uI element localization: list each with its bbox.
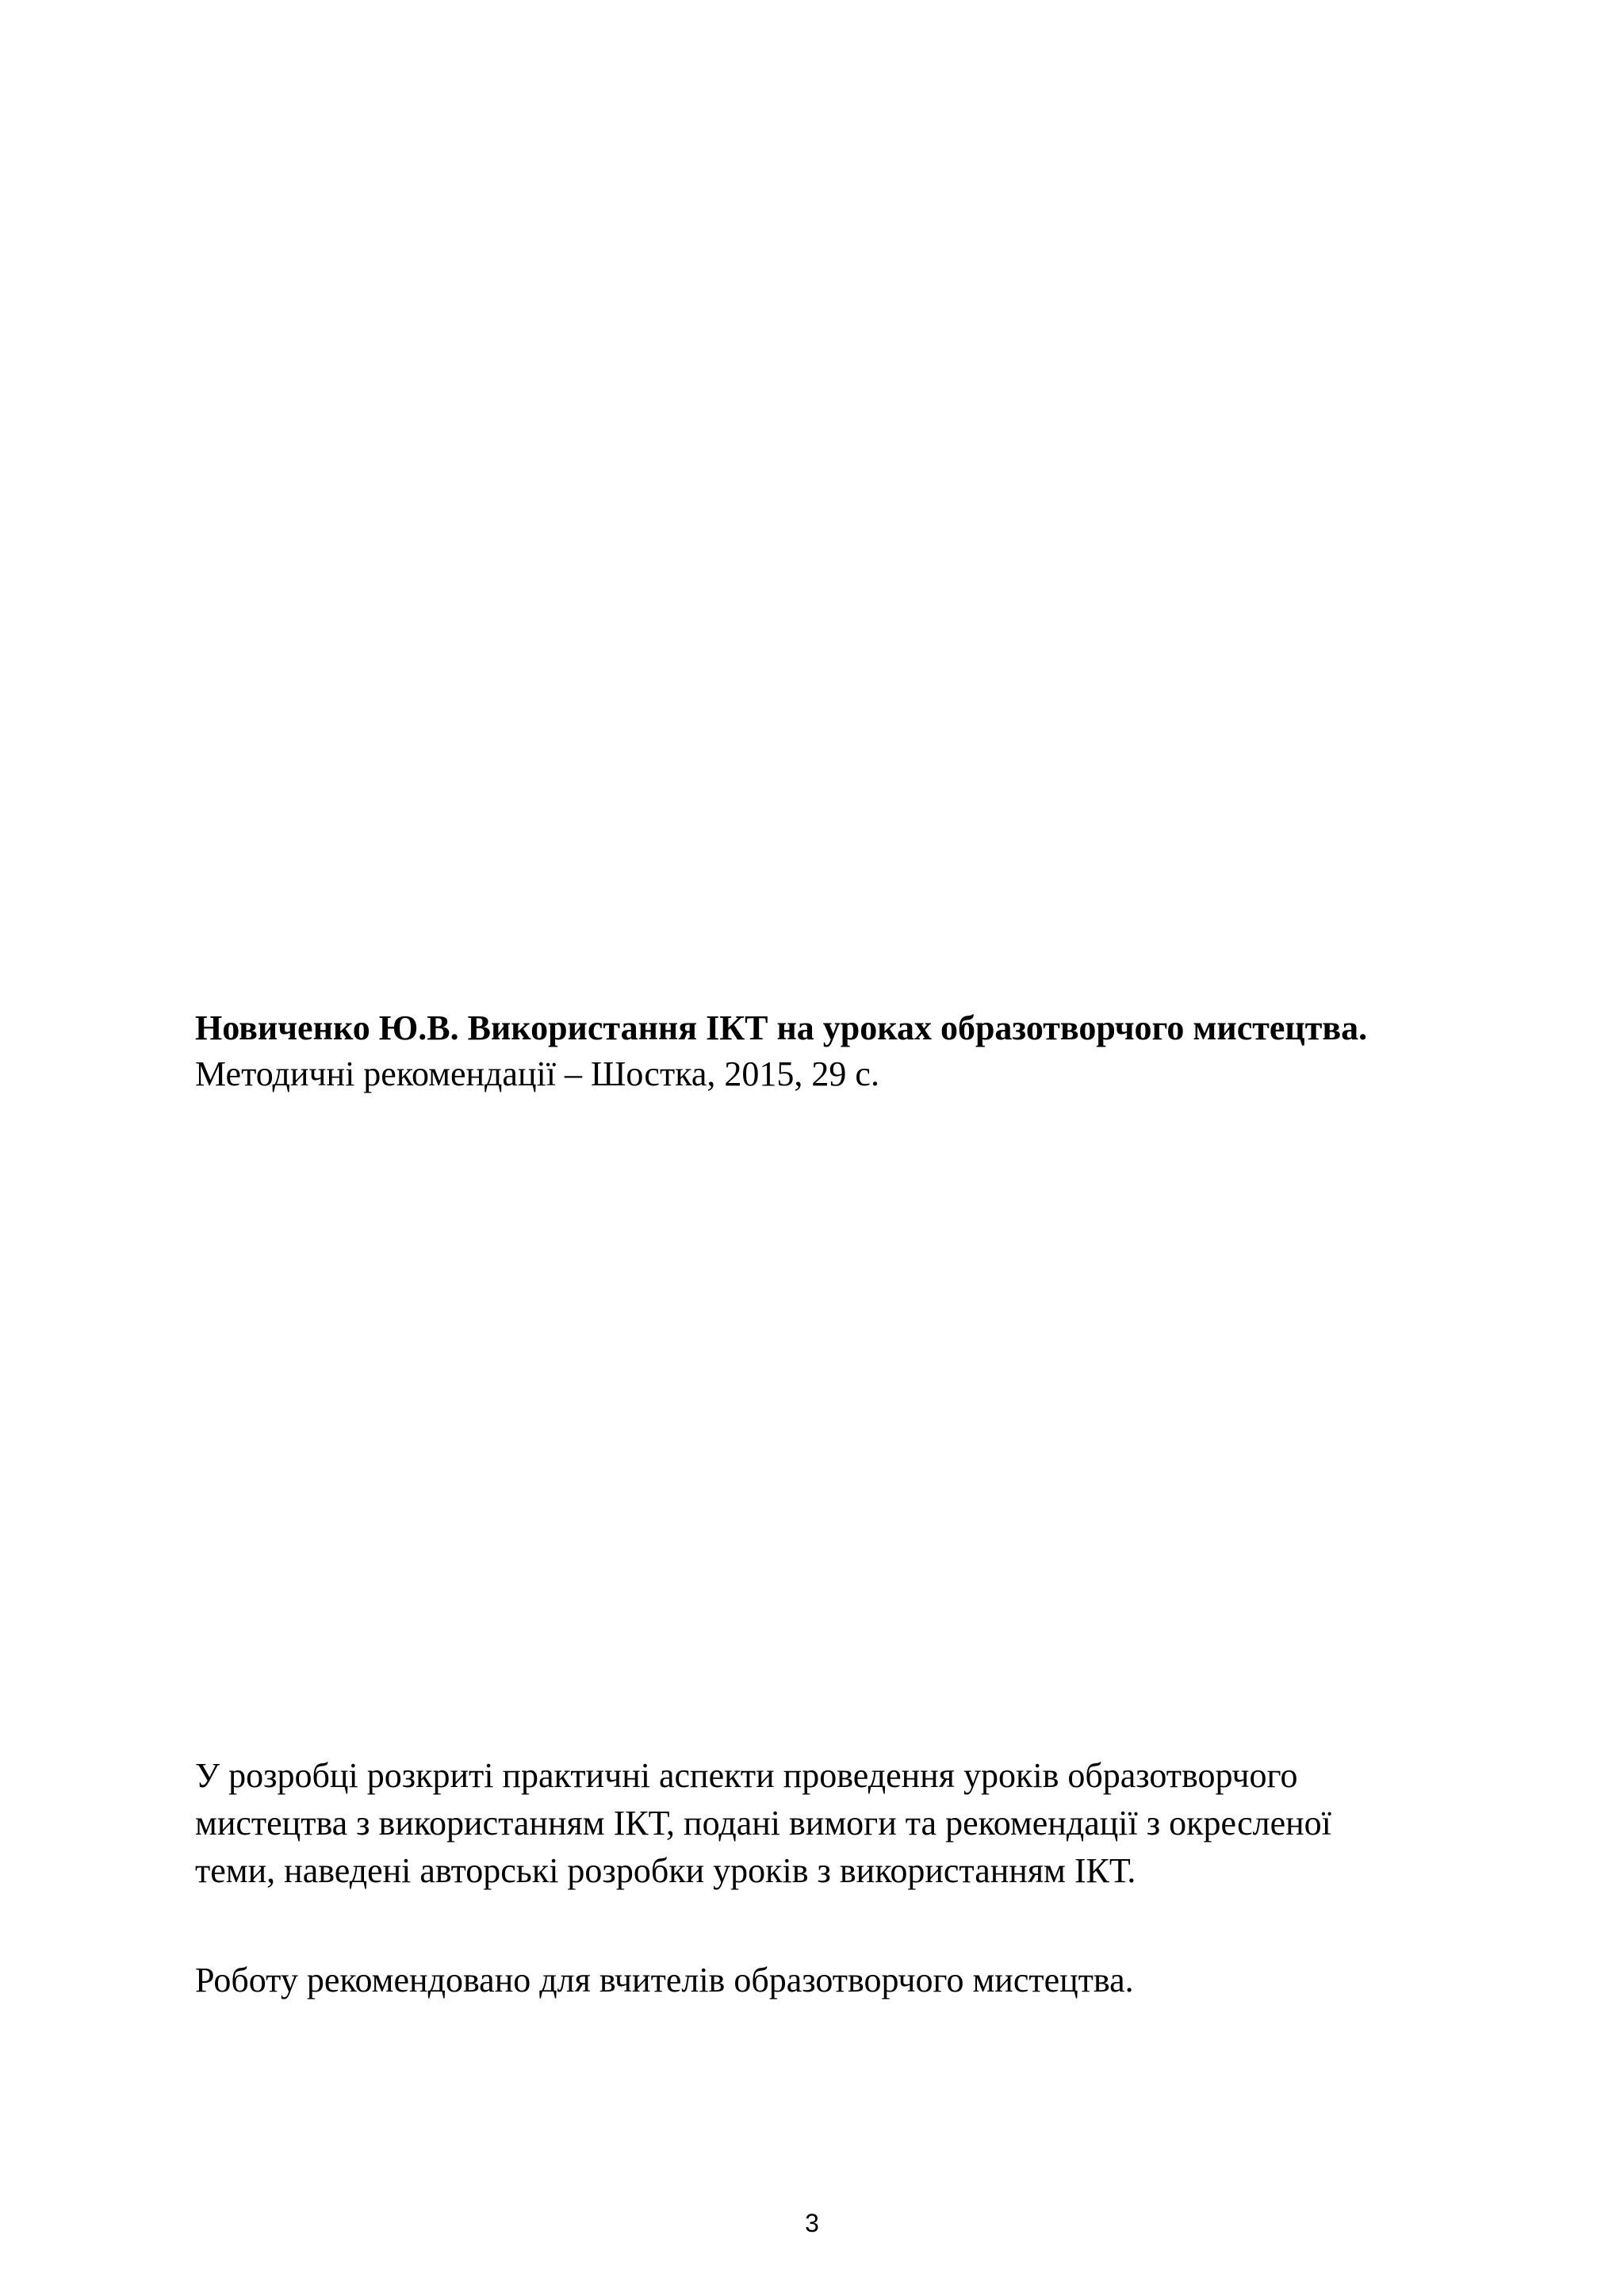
abstract-line: У розробці розкриті практичні аспекти проведення уроків образотворчого	[195, 1756, 1298, 1795]
citation-details-line: Методичні рекомендації – Шостка, 2015, 29 с.	[195, 1054, 879, 1093]
page-number: 3	[805, 2209, 819, 2237]
abstract-line: мистецтва з використанням ІКТ, подані вимоги та рекомендації з окресленої	[195, 1804, 1331, 1843]
citation-title-line: Новиченко Ю.В. Використання ІКТ на уроках образотворчого мистецтва.	[195, 1008, 1368, 1047]
audience-paragraph: Роботу рекомендовано для вчителів образотворчого мистецтва.	[195, 1961, 1134, 1999]
bibliographic-citation	[195, 1005, 1543, 1097]
abstract-line: теми, наведені авторські розробки уроків з використанням ІКТ.	[195, 1851, 1136, 1890]
abstract-paragraph	[195, 1752, 1543, 1895]
